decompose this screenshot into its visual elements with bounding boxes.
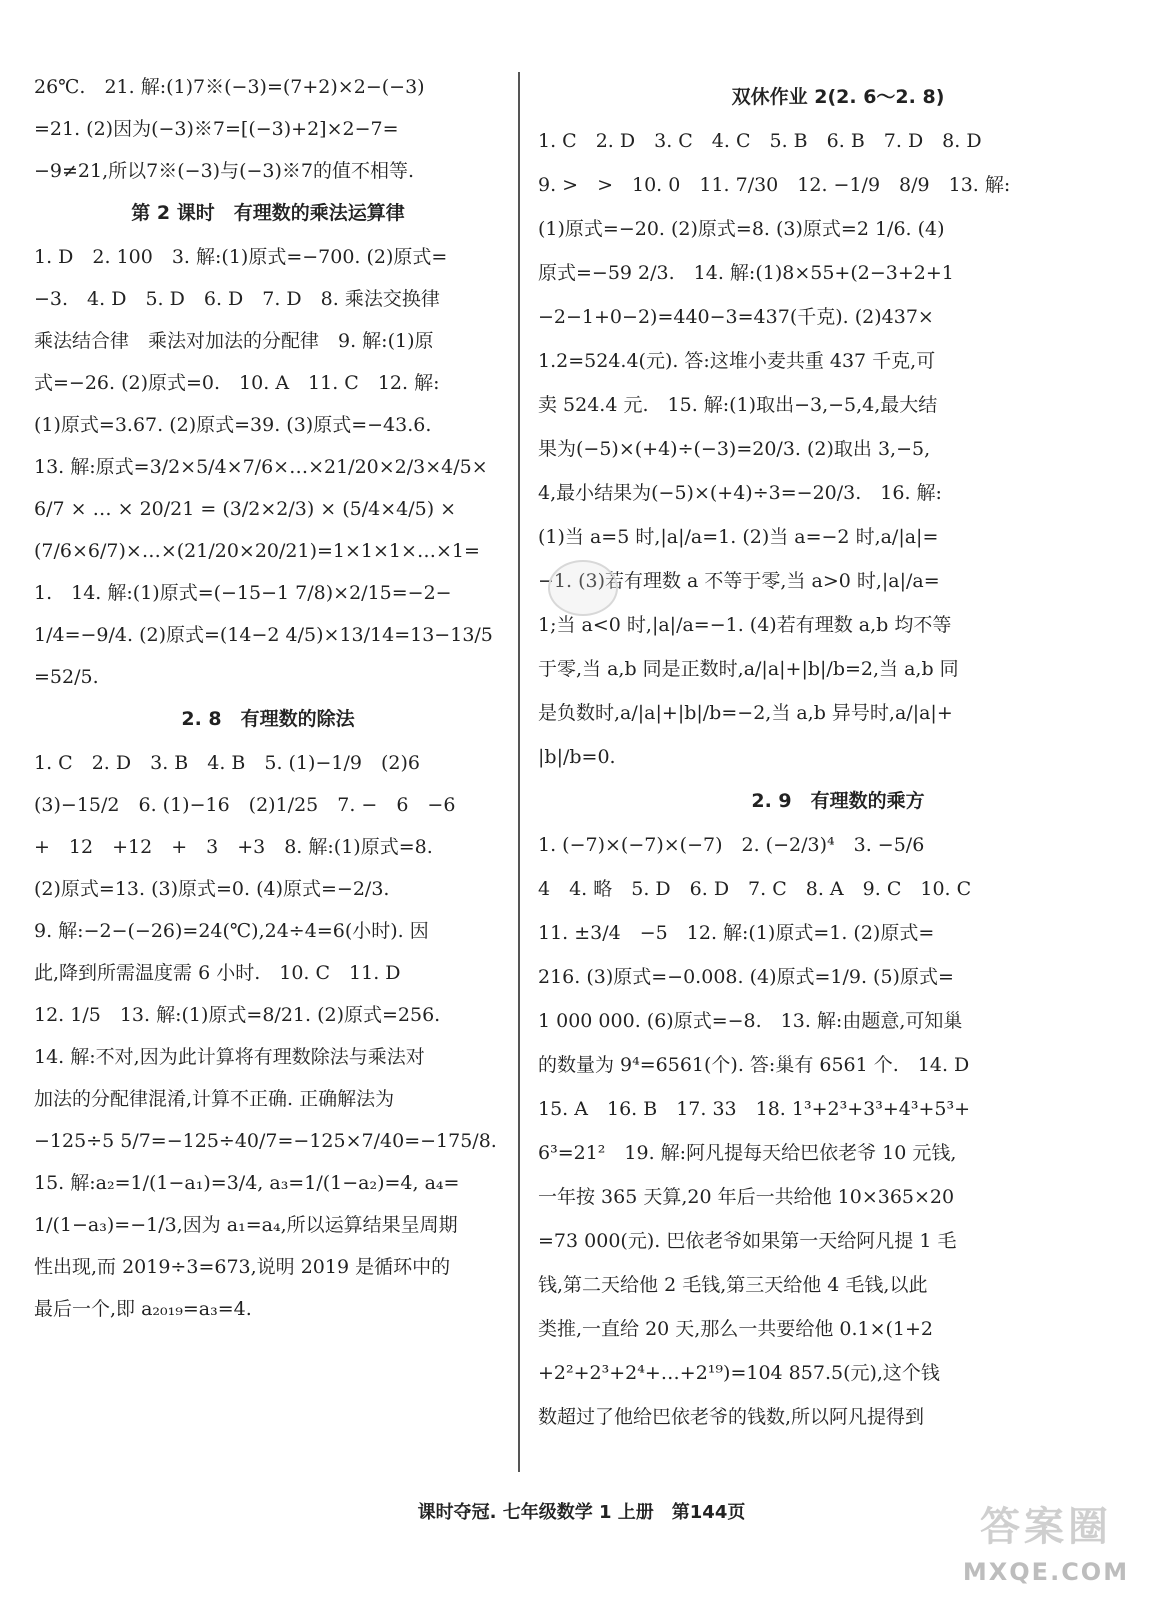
- answer-line: 乘法结合律 乘法对加法的分配律 9. 解:(1)原: [34, 330, 434, 352]
- answer-line: 的数量为 9⁴=6561(个). 答:巢有 6561 个. 14. D: [538, 1054, 970, 1076]
- answer-line: 1/(1−a₃)=−1/3,因为 a₁=a₄,所以运算结果呈周期: [34, 1214, 458, 1236]
- answer-line: 此,降到所需温度需 6 小时. 10. C 11. D: [34, 962, 401, 984]
- answer-line: 13. 解:原式=3/2×5/4×7/6×…×21/20×2/3×4/5×: [34, 456, 488, 478]
- answer-line: 1. D 2. 100 3. 解:(1)原式=−700. (2)原式=: [34, 246, 448, 268]
- answer-line: 原式=−59 2/3. 14. 解:(1)8×55+(2−3+2+1: [538, 262, 954, 284]
- answer-line: 1. 14. 解:(1)原式=(−15−1 7/8)×2/15=−2−: [34, 582, 452, 604]
- answer-line: (1)当 a=5 时,|a|/a=1. (2)当 a=−2 时,a/|a|=: [538, 526, 939, 548]
- answer-line: (1)原式=3.67. (2)原式=39. (3)原式=−43.6.: [34, 414, 432, 436]
- answer-line: 6/7 × … × 20/21 = (3/2×2/3) × (5/4×4/5) ×: [34, 498, 457, 520]
- answer-line: 11. ±3/4 −5 12. 解:(1)原式=1. (2)原式=: [538, 922, 935, 944]
- stamp-seal: [548, 560, 618, 616]
- answer-line: =21. (2)因为(−3)※7=[(−3)+2]×2−7=: [34, 118, 399, 140]
- answer-line: 于零,当 a,b 同是正数时,a/|a|+|b|/b=2,当 a,b 同: [538, 658, 959, 680]
- answer-line: (3)−15/2 6. (1)−16 (2)1/25 7. − 6 −6: [34, 794, 456, 816]
- answer-line: |b|/b=0.: [538, 746, 616, 768]
- answer-line: −2−1+0−2)=440−3=437(千克). (2)437×: [538, 306, 934, 328]
- answer-line: 数超过了他给巴依老爷的钱数,所以阿凡提得到: [538, 1406, 925, 1428]
- answer-line: (7/6×6/7)×…×(21/20×20/21)=1×1×1×…×1=: [34, 540, 480, 562]
- answer-line: 6³=21² 19. 解:阿凡提每天给巴依老爷 10 元钱,: [538, 1142, 957, 1164]
- watermark: [951, 1498, 1141, 1586]
- answer-line: −1. (3)若有理数 a 不等于零,当 a>0 时,|a|/a=: [538, 570, 940, 592]
- answer-line: =73 000(元). 巴依老爷如果第一天给阿凡提 1 毛: [538, 1230, 957, 1252]
- answer-line: 15. 解:a₂=1/(1−a₁)=3/4, a₃=1/(1−a₂)=4, a₄=: [34, 1172, 460, 1194]
- answer-line: 卖 524.4 元. 15. 解:(1)取出−3,−5,4,最大结: [538, 394, 938, 416]
- left-column: [34, 72, 502, 1336]
- answer-line: 1/4=−9/4. (2)原式=(14−2 4/5)×13/14=13−13/5: [34, 624, 493, 646]
- section-heading: 双休作业 2(2. 6～2. 8): [731, 86, 945, 108]
- answer-line: 一年按 365 天算,20 年后一共给他 10×365×20: [538, 1186, 955, 1208]
- answer-line: 钱,第二天给他 2 毛钱,第三天给他 4 毛钱,以此: [538, 1274, 928, 1296]
- answer-line: 9. > > 10. 0 11. 7/30 12. −1/9 8/9 13. 解:: [538, 174, 1011, 196]
- answer-line: −9≠21,所以7※(−3)与(−3)※7的值不相等.: [34, 160, 415, 182]
- answer-line: 15. A 16. B 17. 33 18. 1³+2³+3³+4³+5³+: [538, 1098, 971, 1120]
- answer-line: +2²+2³+2⁴+…+2¹⁹)=104 857.5(元),这个钱: [538, 1362, 940, 1384]
- answer-line: −3. 4. D 5. D 6. D 7. D 8. 乘法交换律: [34, 288, 440, 310]
- answer-line: 9. 解:−2−(−26)=24(℃),24÷4=6(小时). 因: [34, 920, 429, 942]
- answer-line: −125÷5 5/7=−125÷40/7=−125×7/40=−175/8.: [34, 1130, 497, 1152]
- answer-line: 类推,一直给 20 天,那么一共要给他 0.1×(1+2: [538, 1318, 934, 1340]
- page-footer: 课时夺冠. 七年级数学 1 上册 第144页: [417, 1502, 746, 1523]
- answer-line: 加法的分配律混淆,计算不正确. 正确解法为: [34, 1088, 395, 1110]
- answer-line: 1. (−7)×(−7)×(−7) 2. (−2/3)⁴ 3. −5/6: [538, 834, 925, 856]
- answer-line: 1;当 a<0 时,|a|/a=−1. (4)若有理数 a,b 均不等: [538, 614, 952, 636]
- answer-line: 1. C 2. D 3. B 4. B 5. (1)−1/9 (2)6: [34, 752, 420, 774]
- answer-line: 1 000 000. (6)原式=−8. 13. 解:由题意,可知巢: [538, 1010, 963, 1032]
- answer-line: 1. C 2. D 3. C 4. C 5. B 6. B 7. D 8. D: [538, 130, 982, 152]
- section-heading: 2. 9 有理数的乘方: [751, 790, 925, 812]
- answer-line: 12. 1/5 13. 解:(1)原式=8/21. (2)原式=256.: [34, 1004, 441, 1026]
- answer-line: (2)原式=13. (3)原式=0. (4)原式=−2/3.: [34, 878, 390, 900]
- right-column: [538, 72, 1138, 1446]
- answer-line: 4 4. 略 5. D 6. D 7. C 8. A 9. C 10. C: [538, 878, 972, 900]
- answer-line: + 12 +12 + 3 +3 8. 解:(1)原式=8.: [34, 836, 433, 858]
- answer-line: 14. 解:不对,因为此计算将有理数除法与乘法对: [34, 1046, 425, 1068]
- answer-line: 性出现,而 2019÷3=673,说明 2019 是循环中的: [34, 1256, 451, 1278]
- answer-line: 是负数时,a/|a|+|b|/b=−2,当 a,b 异号时,a/|a|+: [538, 702, 953, 724]
- answer-line: 式=−26. (2)原式=0. 10. A 11. C 12. 解:: [34, 372, 440, 394]
- watermark-logo: 答案圈: [980, 1504, 1112, 1550]
- section-heading: 2. 8 有理数的除法: [181, 708, 355, 730]
- answer-line: 最后一个,即 a₂₀₁₉=a₃=4.: [34, 1298, 252, 1320]
- answer-line: (1)原式=−20. (2)原式=8. (3)原式=2 1/6. (4): [538, 218, 945, 240]
- watermark-url: MXQE.COM: [962, 1558, 1130, 1586]
- answer-line: 26℃. 21. 解:(1)7※(−3)=(7+2)×2−(−3): [34, 76, 425, 98]
- answer-line: 216. (3)原式=−0.008. (4)原式=1/9. (5)原式=: [538, 966, 954, 988]
- section-heading: 第 2 课时 有理数的乘法运算律: [131, 202, 405, 224]
- answer-line: 4,最小结果为(−5)×(+4)÷3=−20/3. 16. 解:: [538, 482, 942, 504]
- answer-line: 果为(−5)×(+4)÷(−3)=20/3. (2)取出 3,−5,: [538, 438, 931, 460]
- answer-line: =52/5.: [34, 666, 99, 688]
- answer-line: 1.2=524.4(元). 答:这堆小麦共重 437 千克,可: [538, 350, 936, 372]
- column-divider: [518, 72, 520, 1472]
